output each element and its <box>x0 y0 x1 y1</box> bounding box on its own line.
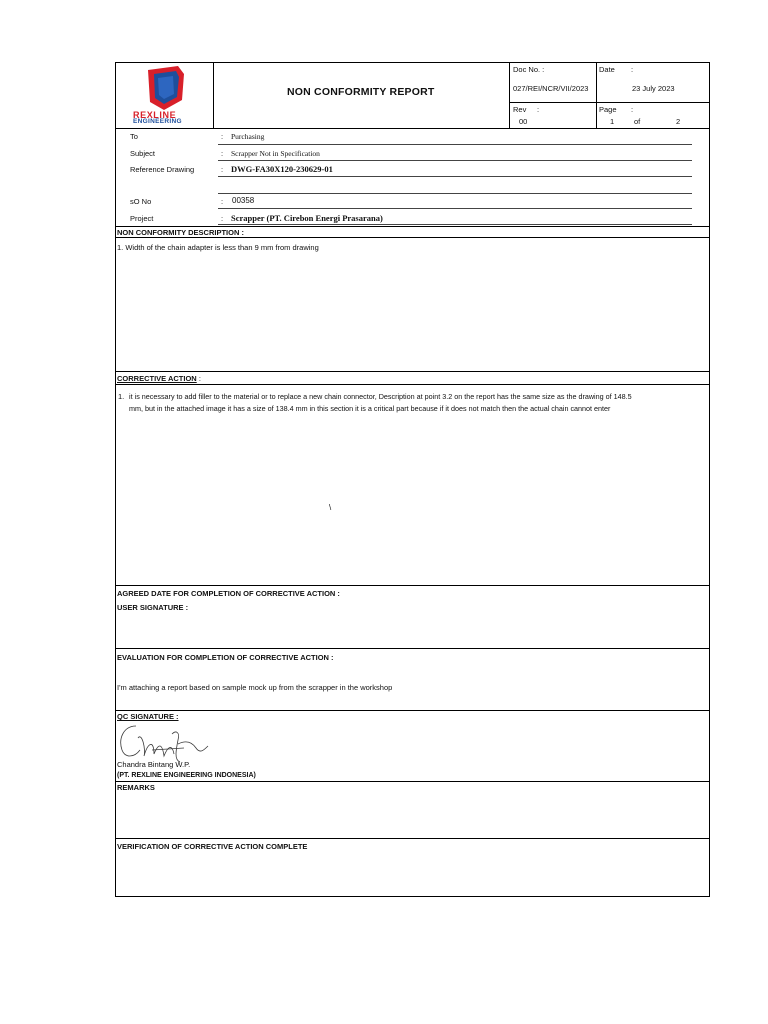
date-label: Date <box>599 65 615 74</box>
remarks-bottom-line <box>115 838 710 839</box>
so-no-value: 00358 <box>232 196 255 205</box>
title-divider <box>509 62 510 128</box>
corrective-heading-suffix: : <box>196 374 201 383</box>
evaluation-text: I'm attaching a report based on sample mock up from the scrapper in the workshop <box>117 683 393 692</box>
qc-signer-company: (PT. REXLINE ENGINEERING INDONESIA) <box>117 772 256 779</box>
so-no-label: sO No <box>130 197 152 206</box>
corrective-item-line-2: mm, but in the attached image it has a size of 138.4 mm in this section it is a critical part because if it does not match then the actual chain cannot enter <box>129 404 611 413</box>
reference-drawing-label: Reference Drawing <box>130 165 195 174</box>
stray-mark: \ <box>329 503 332 512</box>
corrective-item-number: 1. <box>118 392 125 401</box>
page-number: 1 <box>610 117 615 126</box>
agreed-bottom-line <box>115 648 710 649</box>
header-mid-line <box>509 102 710 103</box>
page-of: of <box>634 117 641 126</box>
project-colon: : <box>221 214 224 223</box>
report-title: NON CONFORMITY REPORT <box>287 86 435 98</box>
company-logo <box>140 64 190 112</box>
docno-date-divider <box>596 62 597 128</box>
brand-name: REXLINE <box>133 110 177 120</box>
to-colon: : <box>221 132 224 141</box>
subject-value: Scrapper Not in Specification <box>231 149 320 158</box>
qc-bottom-line <box>115 781 710 782</box>
blank-underline <box>218 193 692 194</box>
doc-no-value: 027/REI/NCR/VII/2023 <box>513 84 589 93</box>
corrective-heading-text: CORRECTIVE ACTION <box>117 374 197 383</box>
qc-signer-name: Chandra Bintang W.P. <box>117 760 191 769</box>
corrective-bottom-line <box>115 585 710 586</box>
project-value: Scrapper (PT. Cirebon Energi Prasarana) <box>231 213 383 223</box>
rexline-shield-icon <box>140 64 190 112</box>
project-underline <box>218 224 692 225</box>
nonconformity-bottom-line <box>115 371 710 372</box>
evaluation-heading: EVALUATION FOR COMPLETION OF CORRECTIVE ACTION : <box>117 653 334 662</box>
so-no-colon: : <box>221 197 224 206</box>
qc-signature-heading: QC SIGNATURE : <box>117 712 179 721</box>
corrective-heading <box>117 374 201 383</box>
reference-drawing-value: DWG-FA30X120-230629-01 <box>231 164 333 174</box>
evaluation-bottom-line <box>115 710 710 711</box>
subject-underline <box>218 160 692 161</box>
so-no-underline <box>218 208 692 209</box>
nonconformity-heading: NON CONFORMITY DESCRIPTION : <box>117 228 244 237</box>
date-value: 23 July 2023 <box>632 84 675 93</box>
verification-heading: VERIFICATION OF CORRECTIVE ACTION COMPLETE <box>117 842 308 851</box>
agreed-date-heading: AGREED DATE FOR COMPLETION OF CORRECTIVE ACTION : <box>117 589 340 598</box>
brand-sub: ENGINEERING <box>133 118 182 125</box>
reference-drawing-underline <box>218 176 692 177</box>
rev-colon: : <box>537 105 540 114</box>
to-underline <box>218 144 692 145</box>
remarks-heading: REMARKS <box>117 783 155 792</box>
user-signature-label: USER SIGNATURE : <box>117 603 189 612</box>
to-value: Purchasing <box>231 132 265 141</box>
nonconformity-heading-line <box>115 237 710 238</box>
corrective-heading-line <box>115 384 710 385</box>
rev-label: Rev <box>513 105 527 114</box>
rev-value: 00 <box>519 117 528 126</box>
info-bottom-line <box>115 226 710 227</box>
reference-drawing-colon: : <box>221 165 224 174</box>
page-total: 2 <box>676 117 681 126</box>
project-label: Project <box>130 214 154 223</box>
logo-divider <box>213 62 214 128</box>
subject-label: Subject <box>130 149 156 158</box>
date-colon: : <box>631 65 634 74</box>
corrective-item-line-1: it is necessary to add filler to the material or to replace a new chain connector, Description at point 3.2 on the report has the same size as the drawing of 148.5 <box>129 392 632 401</box>
doc-no-label: Doc No. : <box>513 65 545 74</box>
page-colon: : <box>631 105 634 114</box>
subject-colon: : <box>221 149 224 158</box>
page-label: Page <box>599 105 617 114</box>
header-bottom-line <box>115 128 710 129</box>
nonconformity-item-1: 1. Width of the chain adapter is less than 9 mm from drawing <box>117 243 319 252</box>
to-label: To <box>130 132 138 141</box>
